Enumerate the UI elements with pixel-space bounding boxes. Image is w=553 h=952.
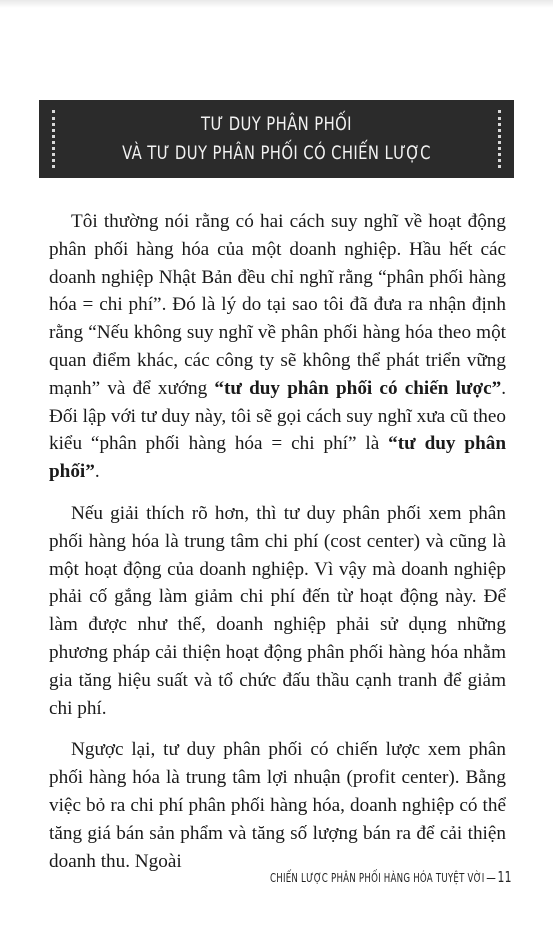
footer-separator: [487, 878, 496, 879]
paragraph-2: Nếu giải thích rõ hơn, thì tư duy phân phối xem phân phối hàng hóa là trung tâm chi phí (cost center) và cũng là một hoạt động của doanh nghiệp. Vì vậy mà doanh nghiệp phải cố gắng làm giảm chi phí đến từ hoạt động này. Để làm được như thế, doanh nghiệp phải sử dụng những phương pháp cải thiện hoạt động phân phối hàng hóa nhằm gia tăng hiệu suất và tổ chức đấu thầu cạnh tranh để giảm chi phí.: [49, 502, 506, 719]
paragraph-1-part-a: Tôi thường nói rằng có hai cách suy nghĩ về hoạt động phân phối hàng hóa của một doanh nghiệp. Hầu hết các doanh nghiệp Nhật Bản đều chỉ nghĩ rằng “phân phối hàng hóa = chi phí”. Đó là lý do tại sao tôi đã đưa ra nhận định rằng “Nếu không suy nghĩ về phân phối hàng hóa theo một quan điểm khác, các công ty sẽ không thể phát triển vững mạnh” và để xướng: [49, 211, 506, 399]
section-title-line-2: VÀ TƯ DUY PHÂN PHỐI CÓ CHIẾN LƯỢC: [122, 142, 431, 164]
paragraph-1-part-e: .: [94, 461, 100, 483]
paragraph-3: Ngược lại, tư duy phân phối có chiến lược xem phân phối hàng hóa là trung tâm lợi nhuận (profit center). Bằng việc bỏ ra chi phí phân phối hàng hóa, doanh nghiệp có thể tăng giá bán sản phẩm và tăng số lượng bán ra để cải thiện doanh thu. Ngoài: [49, 739, 506, 872]
running-title: CHIẾN LƯỢC PHÂN PHỐI HÀNG HÓA TUYỆT VỜI: [270, 871, 485, 885]
page-top-edge: [0, 0, 553, 8]
page-number: 11: [497, 868, 512, 886]
paragraph-1-part-c: . Đối lập với tư duy này, tôi sẽ gọi cách suy nghĩ xưa cũ theo kiểu “phân phối hàng hóa = chi phí” là: [49, 377, 506, 455]
section-title-line-1: TƯ DUY PHÂN PHỐI: [201, 113, 352, 135]
dotted-border-right: [498, 110, 501, 168]
bold-term-strategic-distribution: “tư duy phân phối có chiến lược”: [214, 377, 502, 399]
section-title-box: [39, 100, 514, 178]
paragraph-1: [49, 208, 506, 486]
bold-term-distribution-thinking: “tư duy phân phối”: [49, 433, 507, 483]
body-text: [49, 208, 506, 889]
dotted-border-left: [52, 110, 55, 168]
page-footer: [270, 868, 512, 886]
